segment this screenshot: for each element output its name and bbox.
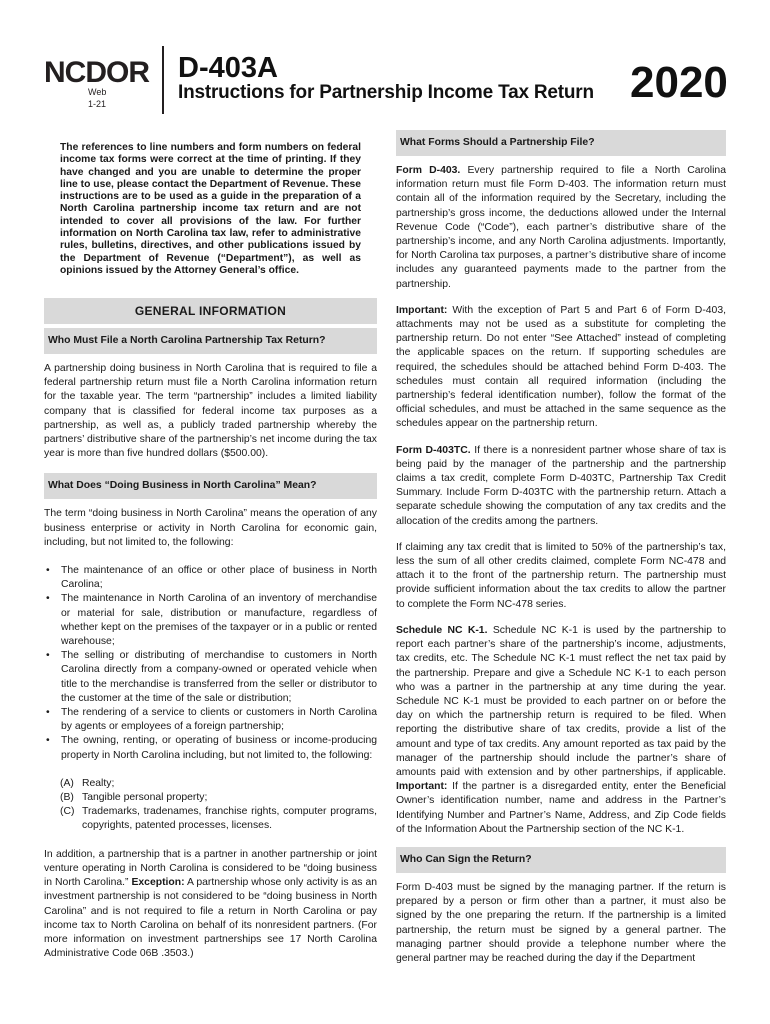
page-title: Instructions for Partnership Income Tax Return [178, 82, 594, 103]
doing-business-heading: What Does “Doing Business in North Carolina” Mean? [44, 473, 377, 499]
list-marker: (A) [60, 777, 74, 789]
form-d403tc-label: Form D-403TC. [396, 444, 471, 456]
logo-nc: NC [44, 56, 86, 89]
intro-notice: The references to line numbers and form numbers on federal income tax forms were correct at the time of printing. If they have changed and you are unable to determine the proper line to use, please contact the Department of Revenue. These instructions are to be used as a guide in the preparation of a North Carolina partnership income tax return and are not intended to cover all provisions of the law. For further information on North Carolina tax law, refer to administrative rules, bulletins, directives, and other publications issued by the Department of Revenue (“Department”), as well as opinions issued by the Attorney General’s office. [44, 130, 377, 286]
who-must-file-body: A partnership doing business in North Carolina that is required to file a federal partnership return must file a North Carolina information return for the taxable year. The term “partnership” includes a limited liability company that is classified for federal income tax purposes as a partnership, as well as, a publicly traded partnership whereby the partners’ distributive share of the partnership’s net income during the tax year is more than five hundred dollars ($500.00). [44, 363, 377, 460]
list-item: • The maintenance in North Carolina of an inventory of merchandise or material for sale, distribution or manufacture, regardless of whether kept on the premises of the taxpayer or in a public or rented warehouse; [44, 592, 377, 649]
list-text: Tangible personal property; [82, 792, 208, 804]
list-text: Trademarks, tradenames, franchise rights, computer programs, copyrights, patented processes, licenses. [82, 806, 377, 832]
form-d403-text: Every partnership required to file a North Carolina information return must file Form D-403. The information return must contain all of the information required by the Secretary, including the partnership’s gross income, the deductions allowed under the Internal Revenue Code (“Code”), each partner’s distributive share of the partnership’s income, and any North Carolina adjustments. Importantly, for North Carolina tax purposes, a partner’s distributive share of income includes any guaranteed payments made to the partner from the partnership. [396, 165, 726, 290]
form-d403-label: Form D-403. [396, 165, 461, 176]
who-must-file-heading: Who Must File a North Carolina Partnership Tax Return? [44, 328, 377, 354]
ncdor-logo [44, 56, 149, 90]
schedule-k1-paragraph [396, 624, 726, 837]
list-item: • The selling or distributing of merchandise to customers in North Carolina directly from a company-owned or operated vehicle when title to the merchandise is transferred from the seller or distributor to the customer at the time of the sale or distribution; [44, 649, 377, 706]
schedule-k1-text-a: Schedule NC K-1 is used by the partnership to report each partner’s share of the partnership’s income, adjustments, tax credits, etc. The Schedule NC K-1 must reflect the net tax paid by the partnership. Prepare and give a Schedule NC K-1 to each person who was a partner in the partnership at any time during the year. Schedule NC K-1 must be provided to each partner on or before the day on which the partnership return is required to be filed. When reporting the distributive share of tax credits, provide a list of the amount and type of tax credits. Any amount reported as tax paid by the manager of the partnership should include the partner’s share of amounts paid with extension and by other partnerships, if applicable. [396, 624, 726, 778]
property-sub-list [44, 777, 377, 834]
logo-dor: DOR [85, 56, 150, 89]
list-marker: (B) [60, 792, 74, 804]
list-text: Realty; [82, 777, 115, 789]
important-label: Important: [396, 304, 448, 316]
form-d403tc-text: If there is a nonresident partner whose share of tax is being paid by the manager of the partnership and the partnership claims a tax credit, complete Form D-403TC, Partnership Tax Credit Summary. Include Form D-403TC with the partnership return. Attach a separate schedule showing the computation of any tax credits and the allocation of the credits among the partners. [396, 444, 727, 527]
k1-important-label: Important: [396, 781, 448, 793]
exception-label: Exception: [131, 877, 185, 889]
list-item: • The maintenance of an office or other place of business in North Carolina; [44, 564, 377, 592]
form-d403-paragraph [396, 164, 726, 292]
what-forms-heading: What Forms Should a Partnership File? [396, 130, 726, 156]
tax-year: 2020 [630, 58, 728, 107]
who-can-sign-heading: Who Can Sign the Return? [396, 847, 726, 873]
who-can-sign-body: Form D-403 must be signed by the managing partner. If the return is prepared by a person or firm other than a partner, it must also be signed by the one preparing the return. If the partnership is a limited partnership, the return must be signed by a general partner. The managing partner should provide a telephone number where the general partner may be reached during the day if the Department [396, 881, 726, 964]
revision-date: 1-21 [88, 99, 107, 109]
list-item: • The owning, renting, or operating of business or income-producing property in North Carolina including, but not limited to, the following: [44, 734, 377, 762]
list-item [44, 791, 377, 805]
nc478-paragraph: If claiming any tax credit that is limited to 50% of the partnership’s tax, less the sum of all other credits claimed, complete Form NC-478 and attach it to the front of the partnership return. The partnership must provide sufficient information about the tax credits to allow the partner to complete the Form NC-478 series. [396, 541, 726, 610]
header-divider [162, 46, 164, 114]
doing-business-closing [44, 848, 377, 962]
list-item [44, 805, 377, 833]
left-column [44, 298, 377, 961]
doing-business-list [44, 564, 377, 763]
list-item: • The rendering of a service to clients or customers in North Carolina by agents or employees of a foreign partnership; [44, 706, 377, 734]
doing-business-body: The term “doing business in North Carolina” means the operation of any business enterprise or activity in North Carolina for economic gain, including, but not limited to, the following: [44, 508, 377, 548]
closing-text-b: A partnership whose only activity is as an investment partnership is not considered to be “doing business in North Carolina” and is not required to file a return in North Carolina or pay income tax to North Carolina on behalf of its nonresident partners. (For more information on investment partnerships see 17 North Carolina Administrative Code 06B .3503.) [44, 877, 378, 960]
form-number: D-403A [178, 52, 278, 84]
general-information-heading: GENERAL INFORMATION [44, 298, 377, 324]
list-marker: (C) [60, 806, 75, 818]
schedule-k1-label: Schedule NC K-1. [396, 624, 488, 636]
right-column [396, 130, 726, 966]
form-d403tc-paragraph [396, 444, 726, 529]
important-text: With the exception of Part 5 and Part 6 of Form D-403, attachments may not be used as a substitute for completing the partnership return. Do not enter “See Attached” instead of completing the applicable spaces on the return. If supporting schedules are required, the schedules should be attached behind Form D-403. The schedules must contain all required information (including the partnership’s federal identification number), follow the format of the official schedules, and must be attached in the same sequence as the schedules appear on the partnership return. [396, 304, 726, 430]
schedule-k1-text-b: If the partner is a disregarded entity, enter the Beneficial Owner’s identification number, name and address in the Partner’s Identifying Number and Partner’s Name, Address, and Zip Code fields of the Information About the Partnership section of the NC K-1. [396, 781, 726, 835]
list-item [44, 777, 377, 791]
logo-web-label: Web [88, 87, 107, 97]
important-paragraph [396, 304, 726, 432]
closing-text-a: In addition, a partnership that is a partner in another partnership or joint venture operating in North Carolina is considered to be “doing business in North Carolina.” [44, 848, 377, 889]
